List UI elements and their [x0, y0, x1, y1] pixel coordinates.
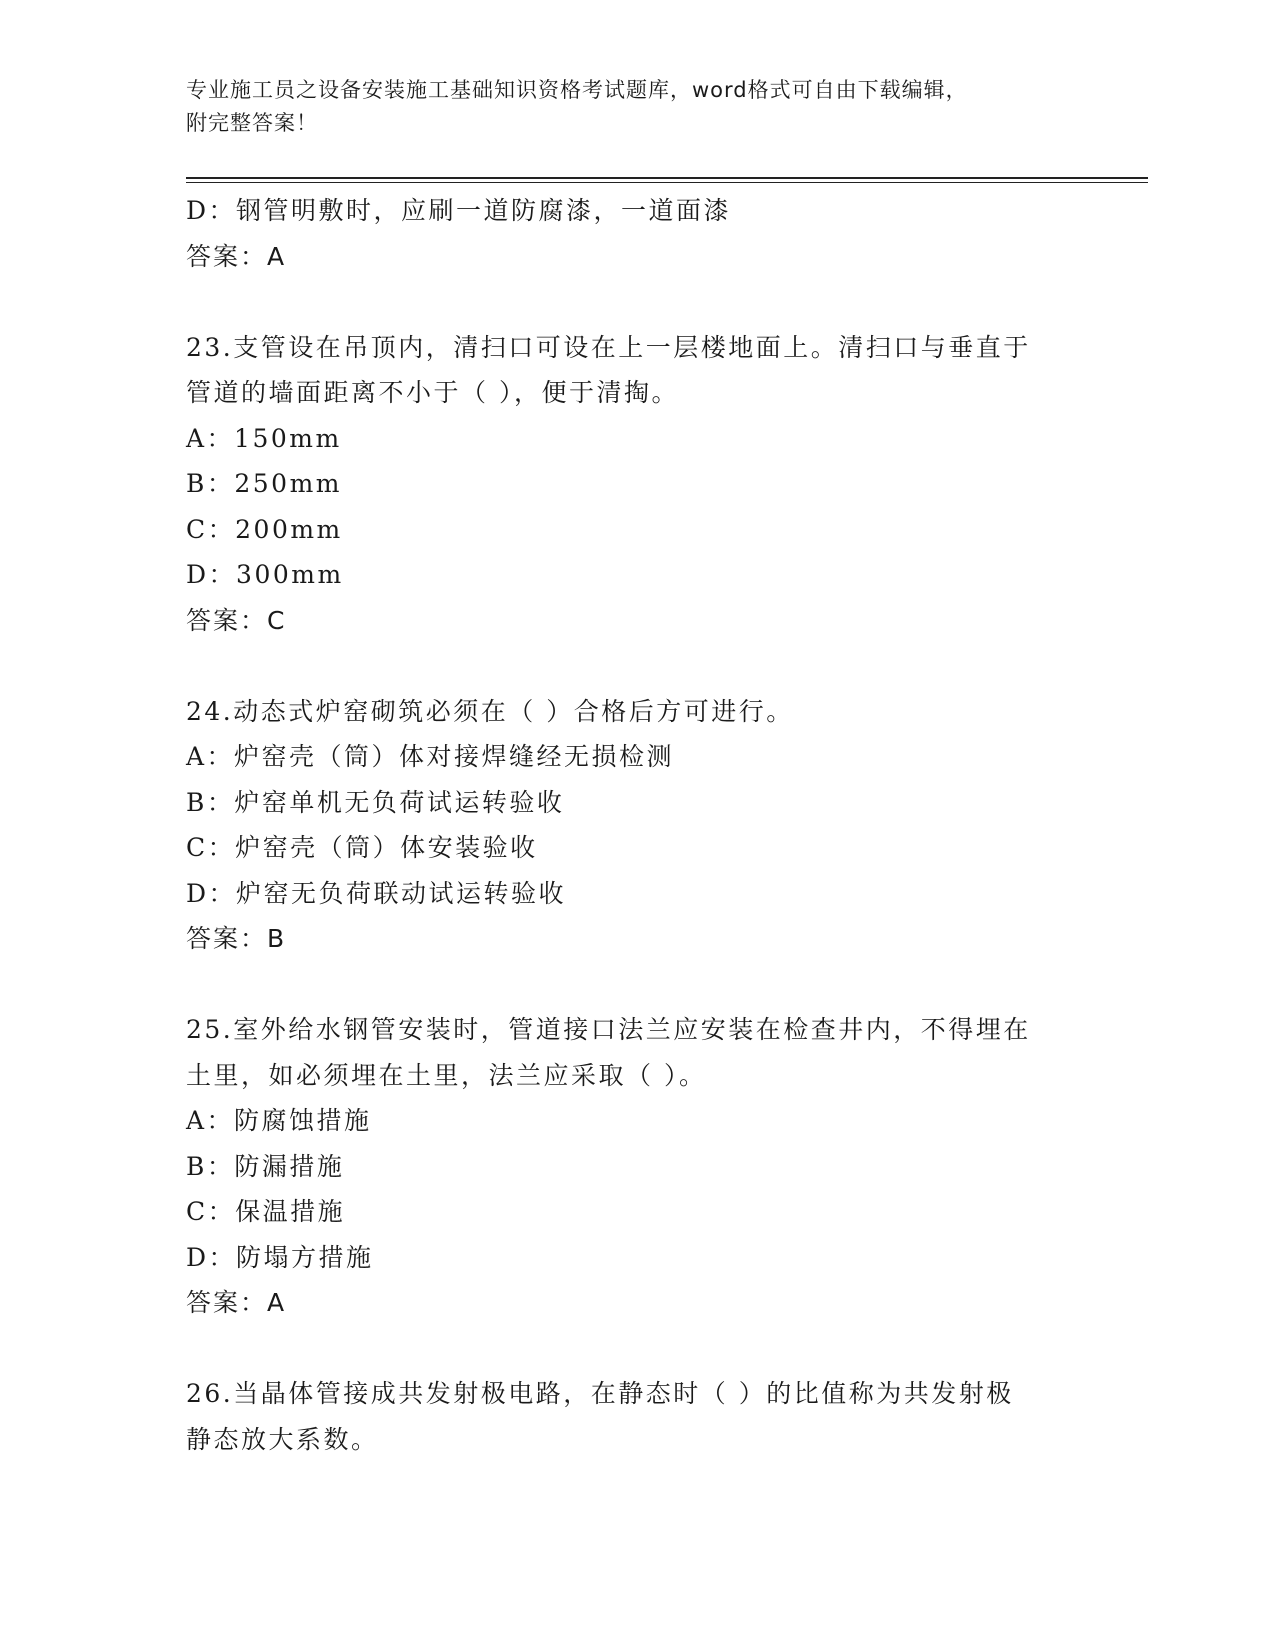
option-c: C：200mm	[186, 514, 343, 544]
header-line-2: 附完整答案！	[186, 111, 318, 135]
question-23	[186, 325, 1086, 644]
question-list	[186, 188, 1086, 1462]
option-c: C：保温措施	[186, 1197, 346, 1226]
question-24	[186, 689, 1086, 962]
header-divider-thin	[186, 182, 1148, 183]
option-b: B：防漏措施	[186, 1151, 345, 1181]
spacer	[186, 962, 1086, 1008]
carryover-block	[186, 188, 1086, 279]
answer-label: 答案：A	[186, 1288, 287, 1317]
answer-label: 答案：B	[186, 924, 287, 953]
question-26	[186, 1371, 1086, 1462]
spacer	[186, 279, 1086, 325]
option-d: D：炉窑无负荷联动试运转验收	[186, 878, 567, 908]
option-a: A：炉窑壳（筒）体对接焊缝经无损检测	[186, 742, 675, 771]
option-d: D：钢管明敷时，应刷一道防腐漆，一道面漆	[186, 196, 732, 225]
option-d: D：防塌方措施	[186, 1242, 374, 1272]
option-b: B：250mm	[186, 469, 343, 498]
spacer	[186, 643, 1086, 689]
question-stem: 23.支管设在吊顶内，清扫口可设在上一层楼地面上。清扫口与垂直于	[186, 332, 1031, 362]
header-divider-thick	[186, 177, 1148, 179]
question-stem: 24.动态式炉窑砌筑必须在（ ）合格后方可进行。	[186, 696, 794, 726]
answer-label: 答案：C	[186, 605, 287, 635]
question-stem: 管道的墙面距离不小于（ ），便于清掏。	[186, 378, 679, 407]
header-line-1: 专业施工员之设备安装施工基础知识资格考试题库，word格式可自由下载编辑，	[186, 78, 968, 102]
option-a: A：150mm	[186, 423, 342, 453]
question-stem: 静态放大系数。	[186, 1424, 379, 1454]
option-a: A：防腐蚀措施	[186, 1106, 372, 1135]
question-25	[186, 1007, 1086, 1326]
option-c: C：炉窑壳（筒）体安装验收	[186, 833, 538, 862]
answer-label: 答案：A	[186, 241, 287, 271]
spacer	[186, 1326, 1086, 1372]
option-d: D：300mm	[186, 560, 344, 589]
question-stem: 25.室外给水钢管安装时，管道接口法兰应安装在检查井内，不得埋在	[186, 1015, 1031, 1044]
question-stem: 土里，如必须埋在土里，法兰应采取（ ）。	[186, 1060, 707, 1090]
option-b: B：炉窑单机无负荷试运转验收	[186, 787, 565, 817]
question-stem: 26.当晶体管接成共发射极电路，在静态时（ ）的比值称为共发射极	[186, 1379, 1014, 1408]
document-header	[186, 74, 1066, 140]
